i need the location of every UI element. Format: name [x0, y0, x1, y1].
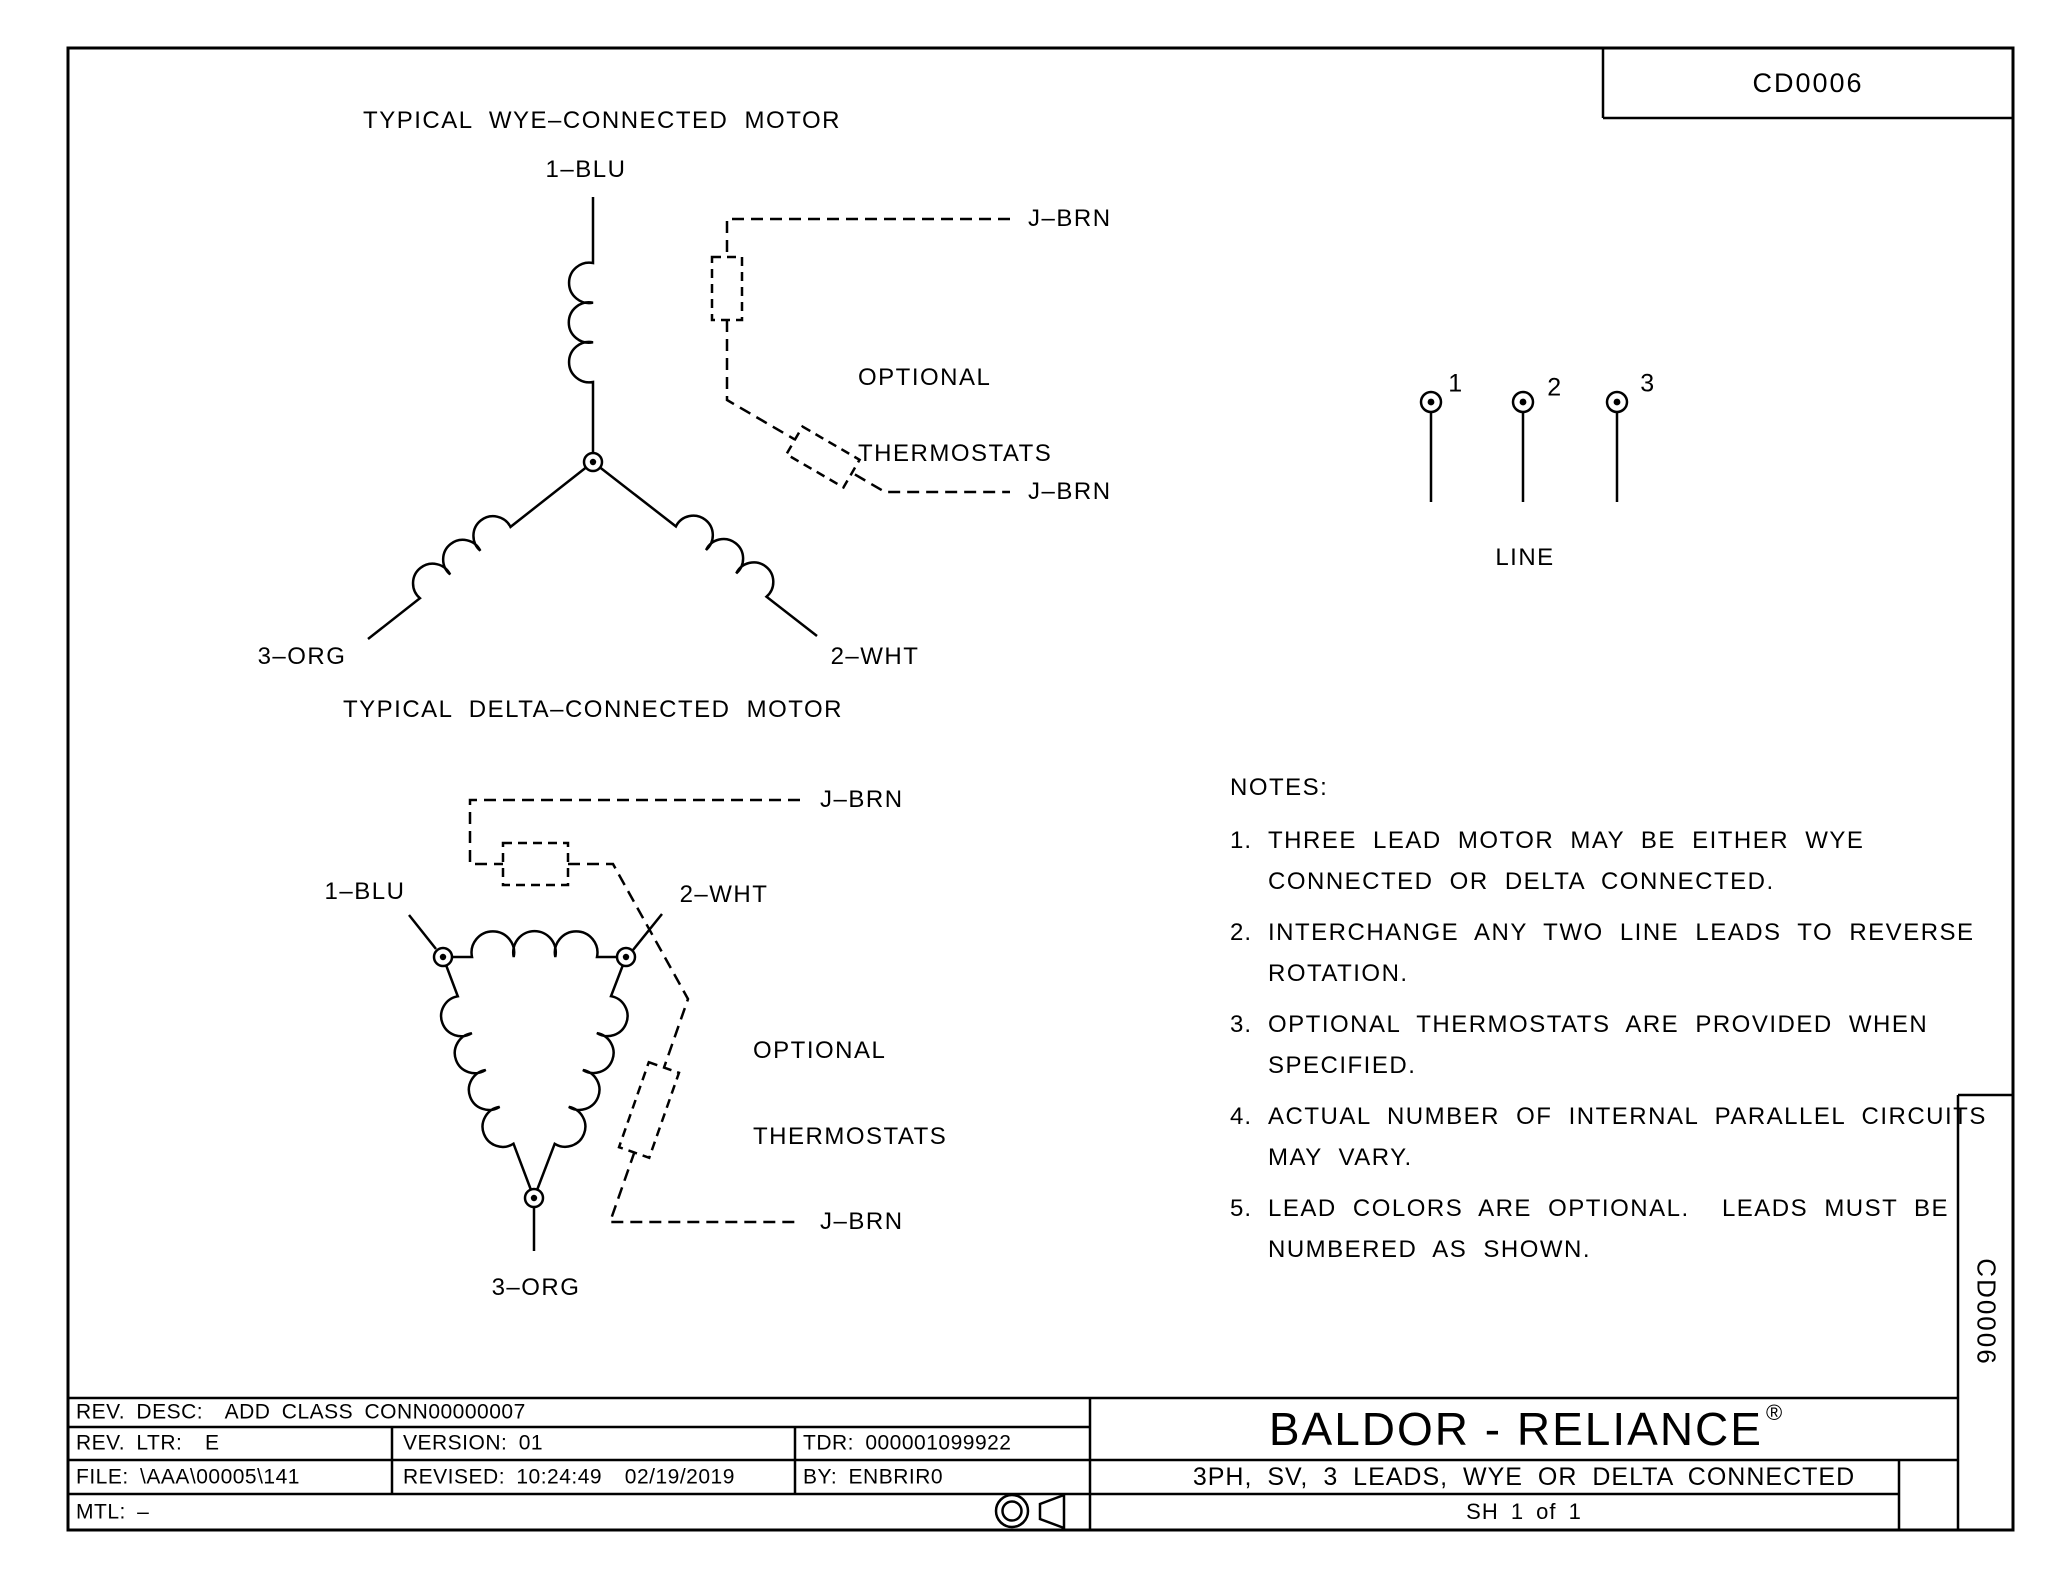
rev-ltr-field: REV. LTR: E: [76, 1431, 220, 1455]
line-terminal-2-label: 2: [1547, 373, 1563, 402]
wye-lead3-label: 3–ORG: [257, 643, 347, 670]
note-item: 4. ACTUAL NUMBER OF INTERNAL PARALLEL CIRCUITS MAY VARY.: [1230, 1103, 1987, 1171]
notes-list: [1230, 820, 1990, 1280]
delta-winding-left: [441, 957, 534, 1198]
wye-lead2-label: 2–WHT: [830, 643, 920, 670]
sheet-border: [68, 48, 2013, 1530]
note-item: 2. INTERCHANGE ANY TWO LINE LEADS TO REVERSE ROTATION.: [1230, 919, 1975, 987]
note-item: 5. LEAD COLORS ARE OPTIONAL. LEADS MUST BE NUMBERED AS SHOWN.: [1230, 1195, 1950, 1263]
revised-field: REVISED: 10:24:49 02/19/2019: [403, 1465, 735, 1489]
drawing-subtitle: 3PH, SV, 3 LEADS, WYE OR DELTA CONNECTED: [1192, 1462, 1856, 1491]
wye-motor: [368, 197, 817, 639]
wye-thermostat-top-label: J–BRN: [1028, 205, 1112, 232]
delta-lead2-label: 2–WHT: [679, 881, 769, 908]
drawing-code-side: CD0006: [1971, 1258, 2002, 1366]
rev-desc-field: REV. DESC: ADD CLASS CONN00000007: [76, 1400, 526, 1424]
wye-winding-3: [368, 462, 593, 639]
delta-lead3-label: 3–ORG: [491, 1274, 581, 1301]
line-terminal-1-label: 1: [1448, 369, 1464, 398]
thermostat-symbol: [786, 427, 859, 488]
sheet-number: SH 1 of 1: [1466, 1499, 1582, 1524]
wye-lead1-label: 1–BLU: [545, 156, 627, 183]
delta-thermostat-bottom-label: J–BRN: [820, 1208, 904, 1235]
thermostat-symbol: [712, 257, 742, 320]
file-field: FILE: \AAA\00005\141: [76, 1465, 300, 1489]
wye-optional-thermostats-label: OPTIONAL THERMOSTATS: [858, 364, 1053, 467]
delta-title: TYPICAL DELTA–CONNECTED MOTOR: [342, 696, 844, 723]
projection-symbol-icon: [996, 1495, 1064, 1528]
wye-winding-2: [593, 462, 817, 636]
thermostat-symbol: [503, 843, 568, 885]
delta-thermostat-symbols: [503, 843, 679, 1158]
wye-winding-1: [569, 197, 593, 455]
brand-title: BALDOR - RELIANCE ®: [1268, 1400, 1783, 1455]
notes-heading: NOTES:: [1230, 774, 1329, 801]
wye-thermostat-bottom-label: J–BRN: [1028, 478, 1112, 505]
delta-thermostat-top-label: J–BRN: [820, 786, 904, 813]
drawing-code-top: CD0006: [1752, 67, 1864, 98]
line-terminal-3-label: 3: [1640, 369, 1656, 398]
delta-lead-1: [409, 915, 436, 949]
delta-winding-top: [452, 931, 617, 957]
delta-lead1-label: 1–BLU: [324, 878, 406, 905]
tdr-field: TDR: 000001099922: [803, 1431, 1012, 1455]
delta-optional-thermostats-label: OPTIONAL THERMOSTATS: [753, 1037, 948, 1150]
thermostat-symbol: [619, 1062, 679, 1158]
registered-mark-icon: ®: [1765, 1400, 1783, 1425]
wye-title: TYPICAL WYE–CONNECTED MOTOR: [363, 107, 841, 134]
delta-winding-right: [534, 957, 628, 1198]
by-field: BY: ENBRIR0: [803, 1465, 944, 1489]
line-terminals: [1431, 412, 1617, 502]
line-label: LINE: [1495, 544, 1555, 571]
mtl-field: MTL: –: [76, 1500, 150, 1524]
wye-thermostat-symbols: [712, 257, 860, 487]
note-item: 3. OPTIONAL THERMOSTATS ARE PROVIDED WHEN SPECIFIED.: [1230, 1011, 1929, 1079]
version-field: VERSION: 01: [403, 1431, 544, 1455]
note-item: 1. THREE LEAD MOTOR MAY BE EITHER WYE CONNECTED OR DELTA CONNECTED.: [1230, 827, 1865, 895]
